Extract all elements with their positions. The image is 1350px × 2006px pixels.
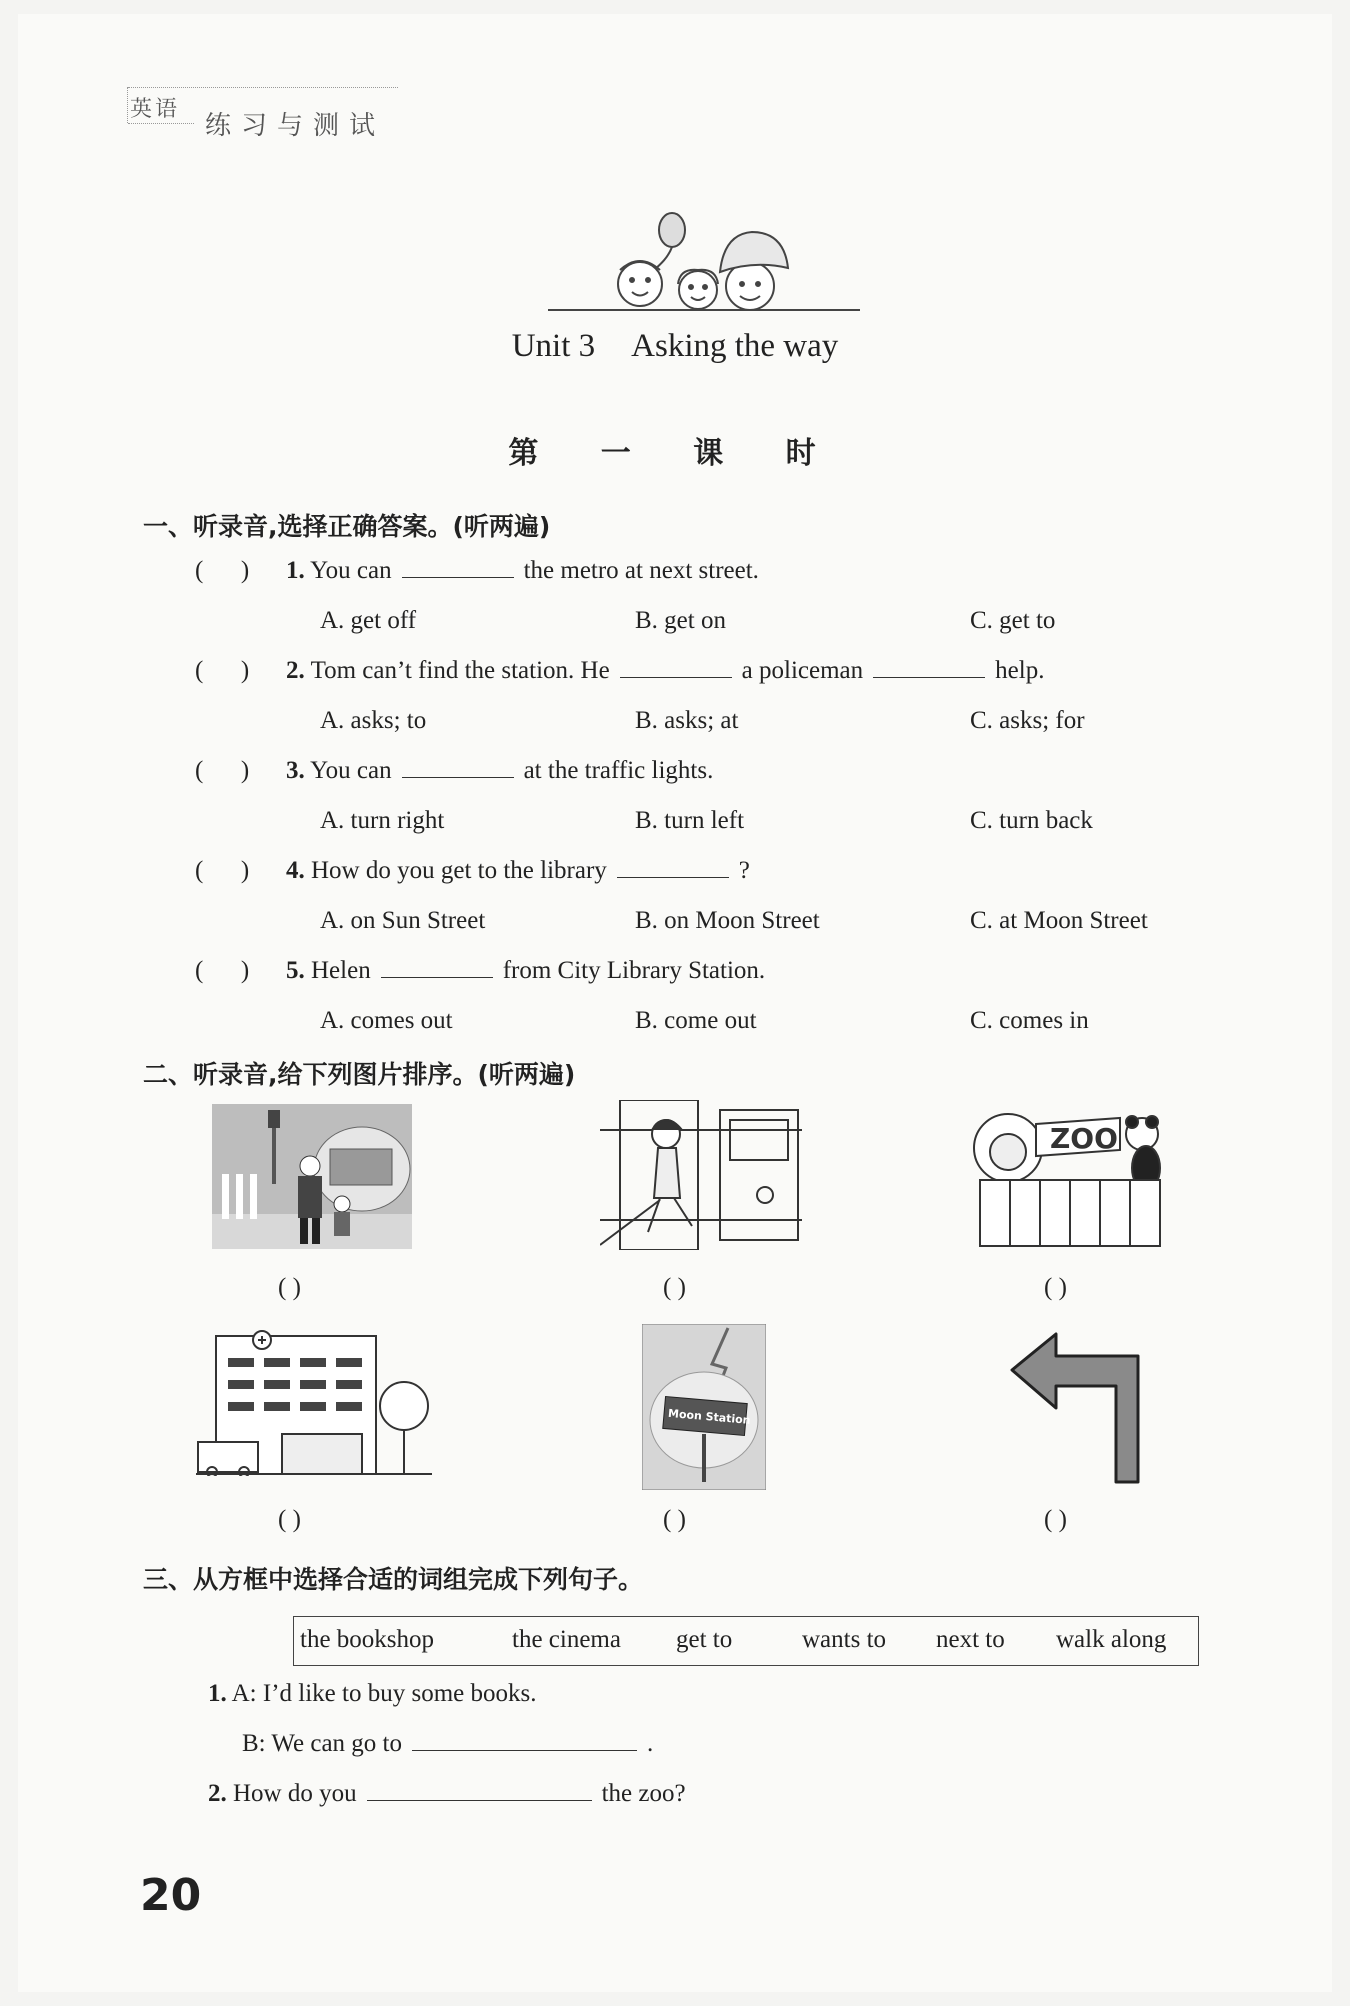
answer-blank[interactable] bbox=[381, 976, 493, 978]
question-text: You can bbox=[310, 757, 392, 784]
hospital-building-picture bbox=[196, 1326, 432, 1476]
header-rule-left bbox=[127, 87, 128, 123]
zoo-sign-text: ZOO bbox=[1050, 1122, 1118, 1155]
sentence-1-a bbox=[208, 1680, 536, 1708]
option-c[interactable]: C. at Moon Street bbox=[970, 907, 1148, 934]
option-a[interactable]: A. turn right bbox=[320, 807, 445, 834]
question-2 bbox=[286, 657, 1044, 685]
question-text: Helen bbox=[311, 957, 371, 984]
section2-heading: 二、听录音,给下列图片排序。(听两遍) bbox=[143, 1060, 576, 1089]
question-text: Tom can’t find the station. He bbox=[310, 657, 610, 684]
section3-heading: 三、从方框中选择合适的词组完成下列句子。 bbox=[143, 1565, 644, 1594]
answer-blank[interactable] bbox=[402, 776, 514, 778]
picture-5-bracket[interactable]: ( ) bbox=[663, 1506, 686, 1533]
question-text: a policeman bbox=[741, 657, 864, 684]
answer-bracket[interactable]: ( ) bbox=[195, 657, 250, 684]
item-number: 2. bbox=[208, 1780, 227, 1807]
option-b[interactable]: B. asks; at bbox=[635, 707, 739, 734]
word-option[interactable]: next to bbox=[936, 1626, 1005, 1653]
sentence-1-b bbox=[242, 1730, 653, 1758]
question-text: help. bbox=[995, 657, 1045, 684]
answer-blank[interactable] bbox=[620, 676, 732, 678]
question-5 bbox=[286, 957, 765, 985]
option-b[interactable]: B. on Moon Street bbox=[635, 907, 820, 934]
question-number: 2. bbox=[286, 657, 305, 684]
girl-leaving-metro-picture bbox=[600, 1100, 802, 1250]
option-a[interactable]: A. asks; to bbox=[320, 707, 427, 734]
picture-4-bracket[interactable]: ( ) bbox=[278, 1506, 301, 1533]
picture-1-bracket[interactable]: ( ) bbox=[278, 1274, 301, 1301]
item-number: 1. bbox=[208, 1680, 227, 1707]
header-book-title: 练习与测试 bbox=[205, 111, 386, 141]
question-text: You can bbox=[310, 557, 392, 584]
question-text: from City Library Station. bbox=[502, 957, 766, 984]
answer-bracket[interactable]: ( ) bbox=[195, 857, 250, 884]
sentence-text: A: I’d like to buy some books. bbox=[231, 1680, 537, 1707]
unit-title bbox=[0, 328, 1350, 365]
option-c[interactable]: C. get to bbox=[970, 607, 1056, 634]
zoo-gate-picture bbox=[970, 1100, 1170, 1250]
option-b[interactable]: B. get on bbox=[635, 607, 726, 634]
crossing-policeman-picture bbox=[212, 1104, 412, 1249]
header-subject: 英语 bbox=[130, 97, 181, 122]
picture-2-bracket[interactable]: ( ) bbox=[663, 1274, 686, 1301]
lesson-heading: 第 一 课 时 bbox=[508, 436, 842, 471]
moon-station-sign-picture bbox=[642, 1324, 766, 1490]
option-b[interactable]: B. come out bbox=[635, 1007, 757, 1034]
option-c[interactable]: C. turn back bbox=[970, 807, 1093, 834]
unit-number: Unit 3 bbox=[511, 328, 596, 364]
word-option[interactable]: the bookshop bbox=[300, 1626, 435, 1653]
sentence-2 bbox=[208, 1780, 686, 1808]
question-text: How do you get to the library bbox=[311, 857, 607, 884]
sentence-text: . bbox=[647, 1730, 654, 1757]
word-option[interactable]: wants to bbox=[802, 1626, 887, 1653]
header-rule-lower bbox=[128, 123, 194, 124]
option-c[interactable]: C. comes in bbox=[970, 1007, 1089, 1034]
picture-6-bracket[interactable]: ( ) bbox=[1044, 1506, 1067, 1533]
answer-blank[interactable] bbox=[617, 876, 729, 878]
option-a[interactable]: A. comes out bbox=[320, 1007, 453, 1034]
answer-bracket[interactable]: ( ) bbox=[195, 557, 250, 584]
sentence-text: the zoo? bbox=[601, 1780, 686, 1807]
word-option[interactable]: the cinema bbox=[512, 1626, 621, 1653]
word-option[interactable]: walk along bbox=[1056, 1626, 1167, 1653]
question-text: the metro at next street. bbox=[523, 557, 759, 584]
answer-blank[interactable] bbox=[412, 1749, 637, 1751]
answer-blank[interactable] bbox=[402, 576, 514, 578]
section1-heading: 一、听录音,选择正确答案。(听两遍) bbox=[143, 512, 551, 541]
header-rule bbox=[128, 87, 398, 88]
answer-blank[interactable] bbox=[367, 1799, 592, 1801]
answer-bracket[interactable]: ( ) bbox=[195, 957, 250, 984]
answer-bracket[interactable]: ( ) bbox=[195, 757, 250, 784]
station-sign-text: Moon Station bbox=[667, 1406, 752, 1427]
word-option[interactable]: get to bbox=[676, 1626, 733, 1653]
question-number: 3. bbox=[286, 757, 305, 784]
word-bank-box bbox=[293, 1616, 1199, 1666]
picture-3-bracket[interactable]: ( ) bbox=[1044, 1274, 1067, 1301]
option-c[interactable]: C. asks; for bbox=[970, 707, 1085, 734]
option-a[interactable]: A. on Sun Street bbox=[320, 907, 486, 934]
question-number: 5. bbox=[286, 957, 305, 984]
answer-blank[interactable] bbox=[873, 676, 985, 678]
option-b[interactable]: B. turn left bbox=[635, 807, 745, 834]
sentence-text: B: We can go to bbox=[242, 1730, 402, 1757]
page-number: 20 bbox=[140, 1870, 202, 1921]
question-3 bbox=[286, 757, 713, 785]
question-text: ? bbox=[738, 857, 750, 884]
option-a[interactable]: A. get off bbox=[320, 607, 417, 634]
question-text: at the traffic lights. bbox=[523, 757, 714, 784]
turn-left-arrow-icon bbox=[1010, 1332, 1146, 1484]
sentence-text: How do you bbox=[233, 1780, 357, 1807]
question-4 bbox=[286, 857, 750, 885]
question-number: 4. bbox=[286, 857, 305, 884]
unit-name: Asking the way bbox=[631, 328, 839, 364]
question-1 bbox=[286, 557, 759, 585]
question-number: 1. bbox=[286, 557, 305, 584]
kids-balloon-illustration bbox=[548, 208, 860, 316]
